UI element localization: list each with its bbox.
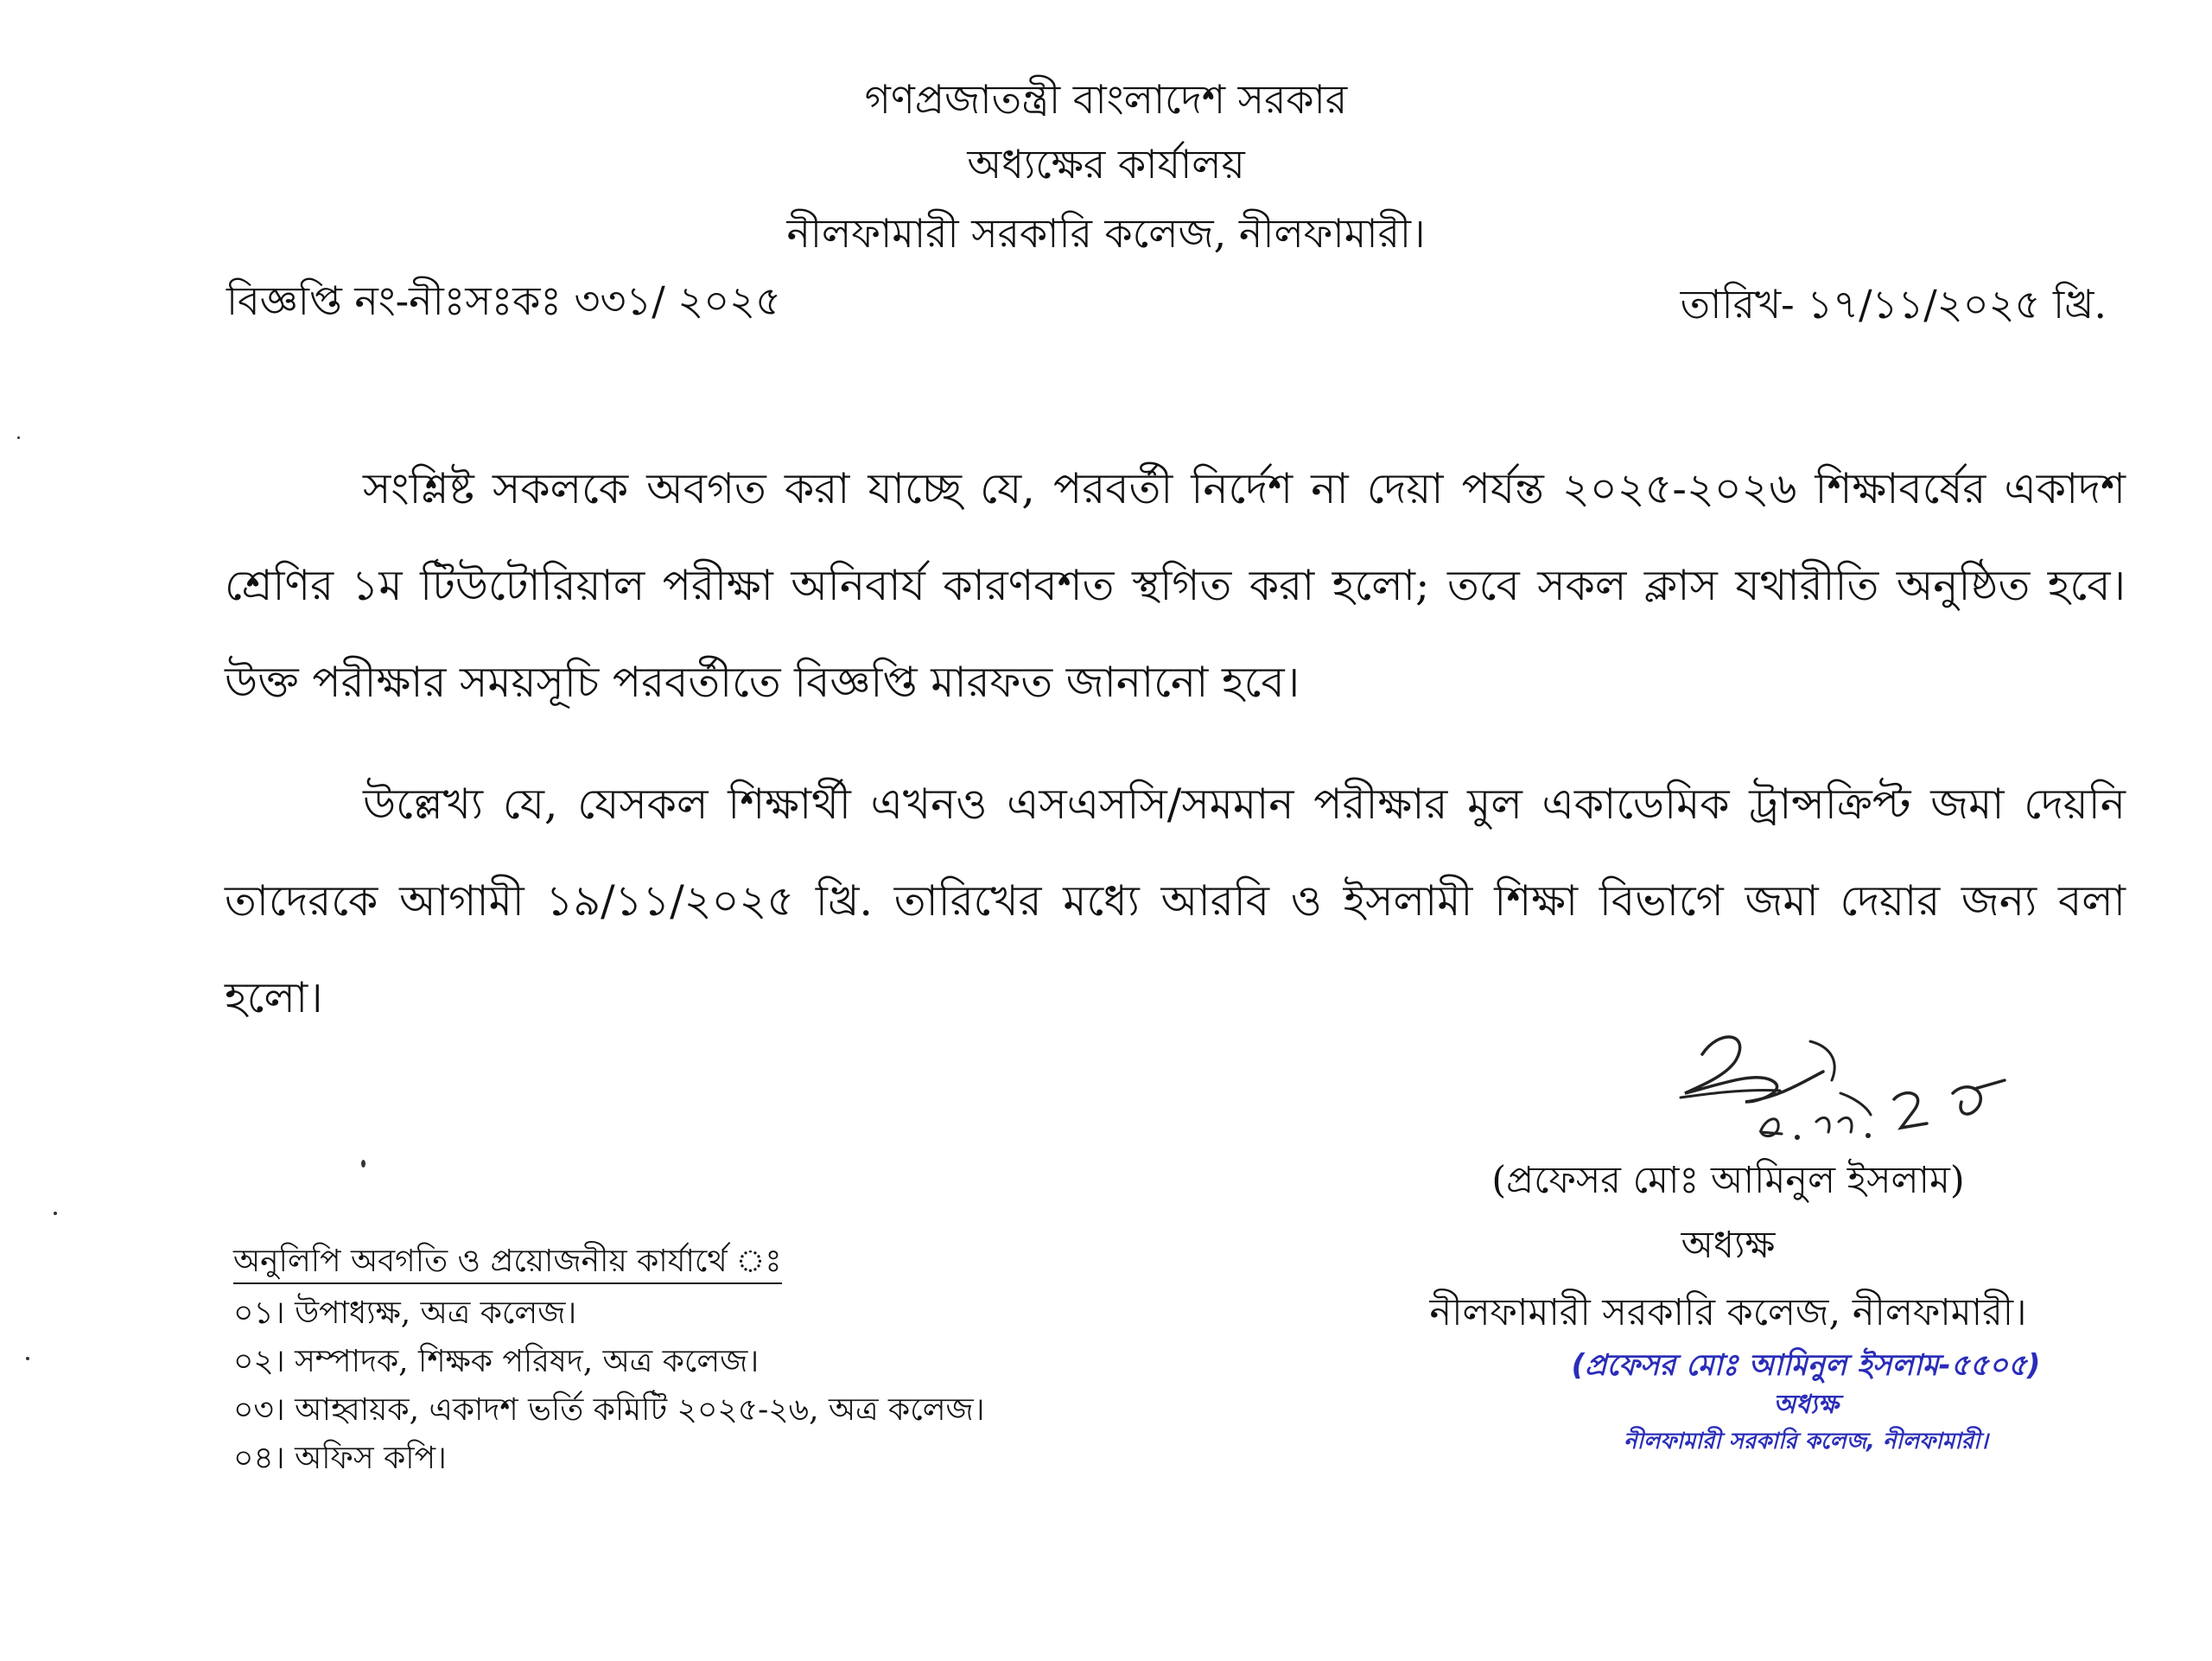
notice-paragraph-1: সংশ্লিষ্ট সকলকে অবগত করা যাচ্ছে যে, পরবর্তী নির্দেশ না দেয়া পর্যন্ত ২০২৫-২০২৬ শিক্ষাবর্ষের একাদশ শ্রেণির ১ম টিউটোরিয়াল পরীক্ষা অনিবার্য কারণবশত স্থগিত করা হলো; তবে সকল ক্লাস যথারীতি অনুষ্ঠিত হবে। উক্ত পরীক্ষার সময়সূচি পরবর্তীতে বিজ্ঞপ্তি মারফত জানানো হবে। [225, 464, 2126, 707]
official-seal [1538, 1344, 2074, 1460]
memo-number: বিজ্ঞপ্তি নং-নীঃসঃকঃ ৩৩১/ ২০২৫ [226, 277, 781, 324]
memo-date: তারিখ- ১৭/১১/২০২৫ খ্রি. [1680, 281, 2107, 328]
signatory-institution: নীলফামারী সরকারি কলেজ, নীলফামারী। [1429, 1291, 2027, 1334]
copy-distribution-title: অনুলিপি অবগতি ও প্রয়োজনীয় কার্যার্থে ঃ [233, 1241, 782, 1284]
scan-speck [54, 1212, 57, 1215]
header-college: নীলফামারী সরকারি কলেজ, নীলফামারী। [786, 210, 1426, 257]
handwritten-signature [1668, 1020, 2065, 1149]
notice-paragraph-2: উল্লেখ্য যে, যেসকল শিক্ষার্থী এখনও এসএসসি/সমমান পরীক্ষার মুল একাডেমিক ট্রান্সক্রিপ্ট জমা দেয়নি তাদেরকে আগামী ১৯/১১/২০২৫ খ্রি. তারিখের মধ্যে আরবি ও ইসলামী শিক্ষা বিভাগে জমা দেয়ার জন্য বলা হলো। [225, 780, 2126, 1022]
header-government: গণপ্রজাতন্ত্রী বাংলাদেশ সরকার [864, 76, 1348, 123]
seal-designation: অধ্যক্ষ [1773, 1390, 1839, 1420]
copy-distribution-list [233, 1289, 985, 1483]
copy-item: ০৩। আহ্বায়ক, একাদশ ভর্তি কমিটি ২০২৫-২৬, অত্র কলেজ। [233, 1392, 985, 1428]
signatory-name: (প্রফেসর মোঃ আমিনুল ইসলাম) [1491, 1159, 1965, 1202]
copy-item: ০১। উপাধ্যক্ষ, অত্র কলেজ। [233, 1295, 577, 1331]
scan-speck [26, 1357, 29, 1360]
copy-item: ০৪। অফিস কপি। [233, 1441, 447, 1476]
signatory-designation: অধ্যক্ষ [1681, 1224, 1776, 1267]
header-office: অধ্যক্ষের কার্যালয় [967, 141, 1245, 188]
seal-name: (প্রফেসর মোঃ আমিনুল ইসলাম-৫৫০৫) [1571, 1348, 2041, 1383]
scan-speck [361, 1160, 365, 1168]
scan-speck [17, 436, 20, 439]
copy-distribution [233, 1238, 985, 1483]
seal-institution: নীলফামারী সরকারি কলেজ, নীলফামারী। [1624, 1429, 1988, 1454]
copy-item: ০২। সম্পাদক, শিক্ষক পরিষদ, অত্র কলেজ। [233, 1344, 760, 1379]
